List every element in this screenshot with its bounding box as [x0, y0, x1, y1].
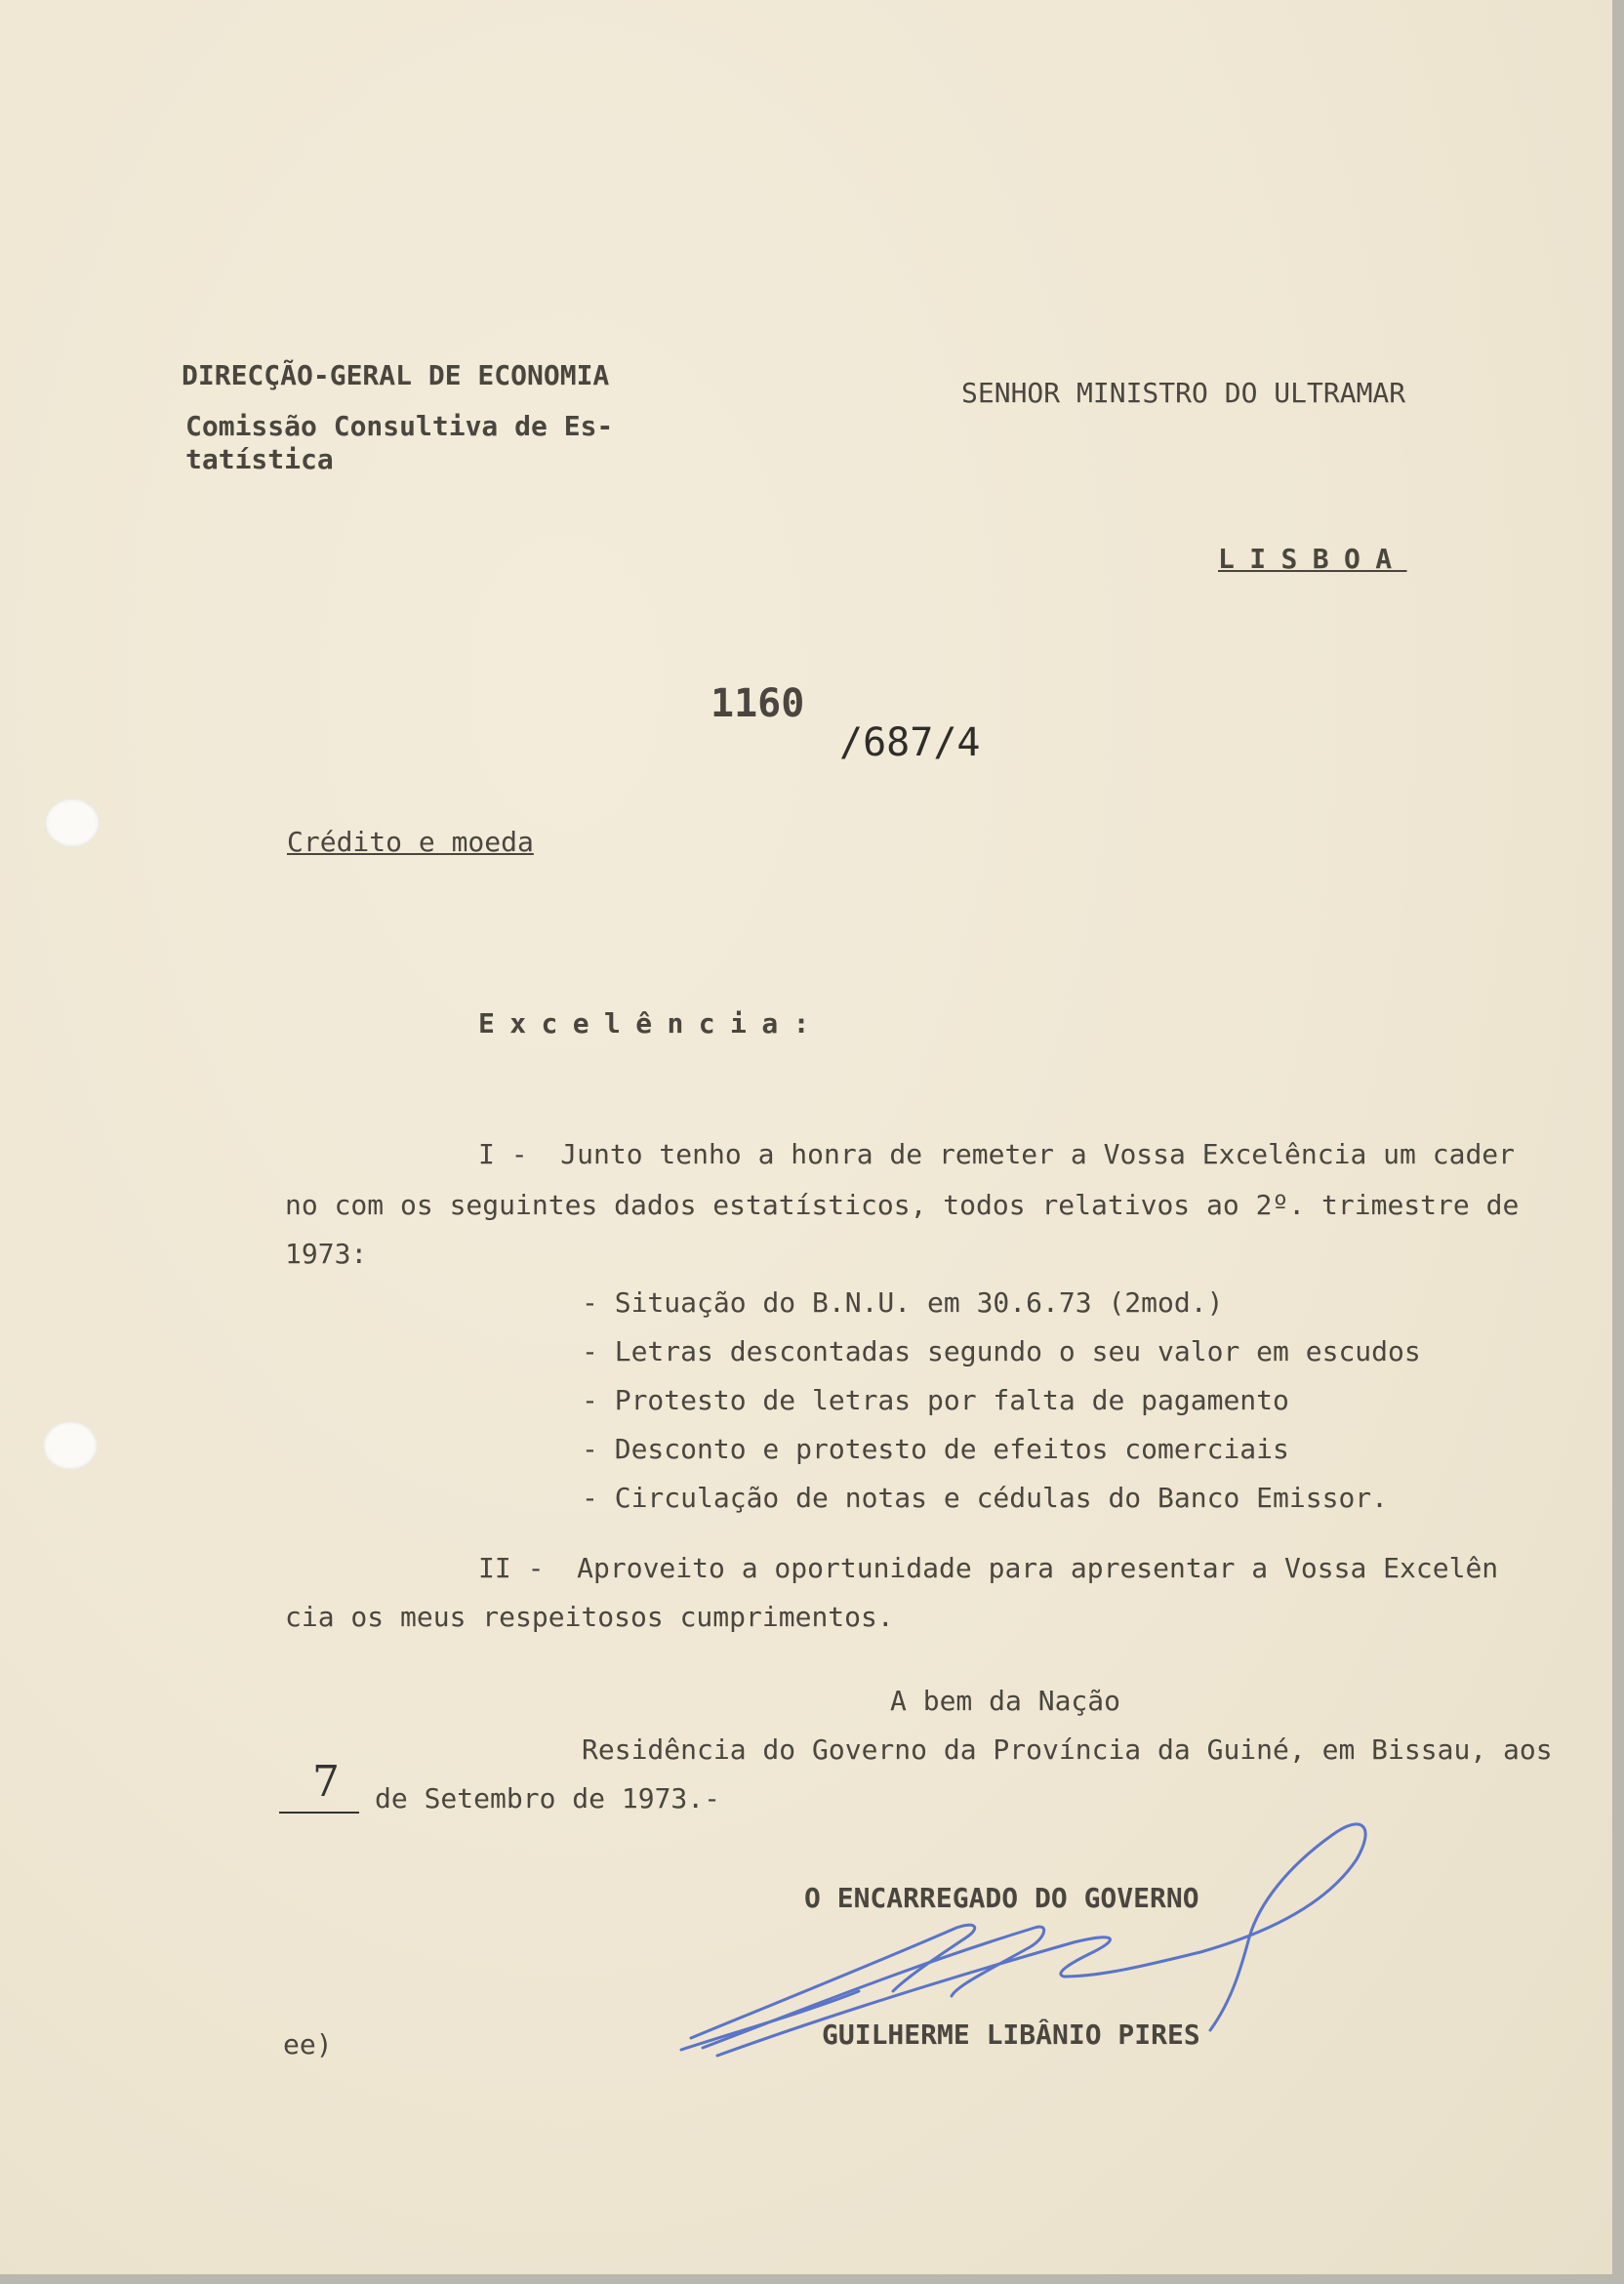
list-item: - Desconto e protesto de efeitos comerciais [582, 1433, 1289, 1465]
recipient: SENHOR MINISTRO DO ULTRAMAR [961, 377, 1406, 409]
handwritten-day: 7 [312, 1757, 340, 1807]
typist-initials: ee) [283, 2028, 333, 2060]
body-paragraph-1-line-2: no com os seguintes dados estatísticos, todos relativos ao 2º. trimestre de [285, 1189, 1520, 1221]
closing-motto: A bem da Nação [890, 1685, 1121, 1717]
list-item: - Circulação de notas e cédulas do Banco Emissor. [582, 1482, 1389, 1514]
body-paragraph-2-line-1: II - Aproveito a oportunidade para apresentar a Vossa Excelên [478, 1552, 1499, 1584]
signatory-role: O ENCARREGADO DO GOVERNO [804, 1882, 1199, 1914]
signatory-name: GUILHERME LIBÂNIO PIRES [822, 2019, 1200, 2051]
body-paragraph-1-line-3: 1973: [285, 1238, 368, 1270]
list-item: - Situação do B.N.U. em 30.6.73 (2mod.) [582, 1286, 1224, 1319]
list-item: - Letras descontadas segundo o seu valor em escudos [582, 1335, 1421, 1367]
body-paragraph-1-line-1: I - Junto tenho a honra de remeter a Vossa Excelência um cader [478, 1138, 1516, 1170]
reference-number: 1160 [710, 681, 805, 726]
closing-place: Residência do Governo da Província da Guiné, em Bissau, aos [582, 1733, 1553, 1766]
subject: Crédito e moeda [287, 826, 534, 858]
closing-date: de Setembro de 1973.- [375, 1782, 721, 1815]
recipient-city: LISBOA [1218, 543, 1407, 575]
list-item: - Protesto de letras por falta de pagamento [582, 1384, 1289, 1416]
reference-suffix: /687/4 [839, 720, 981, 765]
salutation: Excelência: [478, 1007, 825, 1040]
department-name: DIRECÇÃO-GERAL DE ECONOMIA [182, 359, 610, 391]
department-subtitle-line1: Comissão Consultiva de Es- [185, 410, 614, 442]
department-subtitle-line2: tatística [185, 443, 334, 475]
body-paragraph-2-line-2: cia os meus respeitosos cumprimentos. [285, 1601, 894, 1633]
